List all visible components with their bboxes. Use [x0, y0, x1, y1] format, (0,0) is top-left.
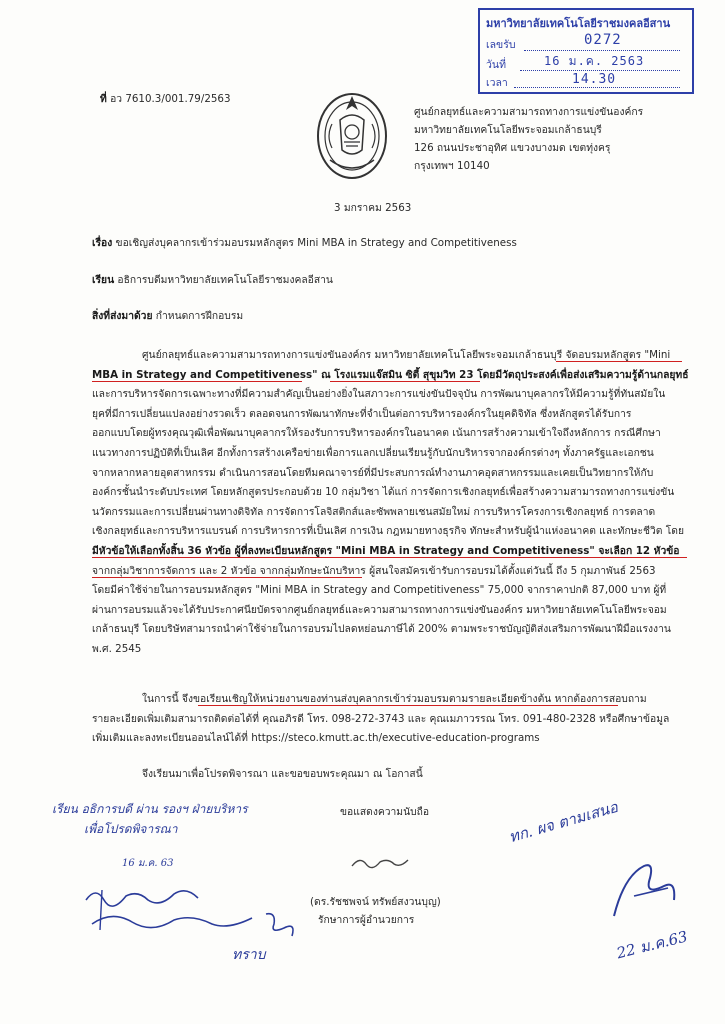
- closing-line: จึงเรียนมาเพื่อโปรดพิจารณา และขอขอบพระคุณมา ณ โอกาสนี้: [142, 768, 423, 780]
- red-underline-mark: [92, 381, 302, 382]
- enclosure-line: [92, 310, 243, 323]
- handwritten-note-2: เพื่อโปรดพิจารณา: [84, 822, 178, 836]
- receiving-stamp: [478, 8, 694, 94]
- ref-label: ที่: [100, 93, 107, 105]
- para1-line: แนวทางการปฏิบัติที่เป็นเลิศ อีกทั้งการสร้างเครือข่ายเพื่อการแลกเปลี่ยนเรียนรู้กับนักบริหารจากองค์กรต่างๆ ทั้งภาครัฐและเอกชน: [92, 446, 654, 459]
- para1-line: MBA in Strategy and Competitiveness" ณ โรงแรมแจ๊สมิน ซิตี้ สุขุมวิท 23 โดยมีวัตถุประสงค์เพื่อส่งเสริมความรู้ด้านกลยุทธ์: [92, 368, 689, 381]
- stamp-date: 16 ม.ค. 2563: [544, 54, 645, 68]
- para1-line: และการบริหารจัดการเฉพาะทางที่มีความสำคัญเป็นอย่างยิ่งในสภาวะการแข่งขันปัจจุบัน การพัฒนาบุคลากรให้มีความรู้ที่ทันสมัยใน: [92, 388, 666, 401]
- red-underline-mark: [92, 577, 362, 578]
- para1-line: นวัตกรรมและการเปลี่ยนผ่านทางดิจิทัล การจัดการโลจิสติกส์และซัพพลายเชนสมัยใหม่ การบริหารโครงการเชิงกลยุทธ์ การตลาด: [92, 505, 656, 518]
- stamp-time: 14.30: [572, 72, 617, 87]
- para1-line: เกล้าธนบุรี โดยบริษัทสามารถนำค่าใช้จ่ายในการอบรมไปลดหย่อนภาษีได้ 200% ตามพระราชบัญญัติส่งเสริมการพัฒนาฝีมือแรงงาน: [92, 623, 671, 636]
- stamp-date-label: วันที่: [486, 59, 506, 71]
- handwritten-scribble-icon: [236, 910, 326, 954]
- reference-number: [100, 93, 231, 106]
- recipient-line: [92, 274, 333, 287]
- para1-line: จากกลุ่มวิชาการจัดการ และ 2 หัวข้อ จากกลุ่มทักษะนักบริหาร ผู้สนใจสมัครเข้ารับการอบรมได้ตั้งแต่วันนี้ ถึง 5 กุมภาพันธ์ 2563: [92, 564, 656, 577]
- para2-line: ในการนี้ จึงขอเรียนเชิญให้หน่วยงานของท่านส่งบุคลากรเข้าร่วมอบรมตามรายละเอียดข้างต้น หากต้องการสอบถาม: [142, 693, 647, 705]
- handwritten-right-note: ทก. ผจ ตามเสนอ: [506, 797, 620, 847]
- university-seal-icon: [310, 80, 394, 190]
- stamp-org: มหาวิทยาลัยเทคโนโลยีราชมงคลอีสาน: [486, 17, 671, 30]
- body-paragraph-2: [92, 690, 687, 749]
- stamp-dotted-line: [514, 87, 680, 88]
- para1-line: โดยมีค่าใช้จ่ายในการอบรมหลักสูตร "Mini MBA in Strategy and Competitiveness" 75,000 จากราคาปกติ 87,000 บาท ผู้ที่: [92, 584, 667, 597]
- sender-line-1: ศูนย์กลยุทธ์และความสามารถทางการแข่งขันองค์กร: [414, 106, 644, 118]
- letter-date: 3 มกราคม 2563: [334, 202, 412, 214]
- red-underline-mark: [330, 381, 480, 382]
- recipient-text: อธิการบดีมหาวิทยาลัยเทคโนโลยีราชมงคลอีสาน: [117, 274, 333, 286]
- enclosure-text: กำหนดการฝึกอบรม: [155, 310, 244, 322]
- stamp-receive-no: 0272: [584, 32, 622, 48]
- red-underline-mark: [198, 705, 618, 706]
- sender-line-3: 126 ถนนประชาอุทิศ แขวงบางมด เขตทุ่งครุ: [414, 142, 611, 154]
- sender-line-4: กรุงเทพฯ 10140: [414, 160, 490, 172]
- para1-line: ยุคที่มีการเปลี่ยนแปลงอย่างรวดเร็ว ตลอดจนการพัฒนาทักษะที่จำเป็นต่อการบริหารองค์กรในยุคดิจิทัล ซึ่งหลักสูตรได้รับการ: [92, 407, 632, 420]
- signer-name: (ดร.รัชชพจน์ ทรัพย์สงวนบุญ): [310, 896, 441, 908]
- para1-line: ศูนย์กลยุทธ์และความสามารถทางการแข่งขันองค์กร มหาวิทยาลัยเทคโนโลยีพระจอมเกล้าธนบุรี จัดอบรมหลักสูตร "Mini: [142, 349, 671, 361]
- red-underline-mark: [556, 361, 682, 362]
- enclosure-label: สิ่งที่ส่งมาด้วย: [92, 310, 153, 322]
- para1-line: มีหัวข้อให้เลือกทั้งสิ้น 36 หัวข้อ ผู้ที่ลงทะเบียนหลักสูตร "Mini MBA in Strategy and Competitiveness" จะเลือก 12 หัวข้อ: [92, 544, 680, 557]
- subject-line: [92, 237, 517, 250]
- sender-line-2: มหาวิทยาลัยเทคโนโลยีพระจอมเกล้าธนบุรี: [414, 124, 602, 136]
- stamp-dotted-line: [524, 50, 680, 51]
- para1-line: พ.ศ. 2545: [92, 642, 142, 655]
- red-underline-mark: [92, 557, 687, 558]
- para2-line: เพิ่มเติมและลงทะเบียนออนไลน์ได้ที่ https://steco.kmutt.ac.th/executive-education-programs: [92, 732, 540, 745]
- handwritten-right-signature-icon: [604, 856, 684, 930]
- signature-icon: [350, 852, 410, 878]
- para1-line: ออกแบบโดยผู้ทรงคุณวุฒิเพื่อพัฒนาบุคลากรให้รองรับการบริหารองค์กรในอนาคต เน้นการสร้างความเข้าใจถึงหลักการ กรณีศึกษา: [92, 427, 661, 440]
- handwritten-right-date: 22 ม.ค.63: [614, 927, 690, 963]
- stamp-receive-row: [486, 36, 516, 53]
- subject-text: ขอเชิญส่งบุคลากรเข้าร่วมอบรมหลักสูตร Mini MBA in Strategy and Competitiveness: [115, 237, 517, 249]
- handwritten-note-3: 16 ม.ค. 63: [122, 858, 174, 869]
- para2-line: รายละเอียดเพิ่มเติมสามารถติดต่อได้ที่ คุณอภิรดี โทร. 098-272-3743 และ คุณเมภาวรรณ โทร. 091-480-2328 หรือศึกษาข้อมูล: [92, 712, 670, 725]
- signer-title: รักษาการผู้อำนวยการ: [318, 914, 415, 926]
- subject-label: เรื่อง: [92, 237, 113, 249]
- para1-line: ผ่านการอบรมแล้วจะได้รับประกาศนียบัตรจากศูนย์กลยุทธ์และความสามารถทางการแข่งขันองค์กร มหาวิทยาลัยเทคโนโลยีพระจอม: [92, 603, 667, 616]
- para1-line: องค์กรชั้นนำระดับประเทศ โดยหลักสูตรประกอบด้วย 10 กลุ่มวิชา ได้แก่ การจัดการเชิงกลยุทธ์เพื่อสร้างความสามารถทางการแข่งขัน: [92, 486, 675, 499]
- handwritten-note-1: เรียน อธิการบดี ผ่าน รองฯ ฝ่ายบริหาร: [52, 802, 248, 816]
- regards-text: ขอแสดงความนับถือ: [340, 806, 430, 818]
- stamp-time-label: เวลา: [486, 77, 508, 89]
- handwritten-note-4: ทราบ: [232, 947, 266, 963]
- sender-address: [414, 103, 643, 175]
- stamp-receive-label: เลขรับ: [486, 39, 516, 51]
- recipient-label: เรียน: [92, 274, 115, 286]
- body-paragraph-1: [92, 346, 687, 660]
- ref-value: อว 7610.3/001.79/2563: [110, 93, 231, 105]
- para1-line: เชิงกลยุทธ์และการบริหารแบรนด์ การบริหารการที่เป็นเลิศ การเงิน กฎหมายทางธุรกิจ ทักษะสำหรับผู้นำแห่งอนาคต และทักษะชีวิต โดย: [92, 525, 684, 538]
- para1-line: จากหลากหลายอุตสาหกรรม ดำเนินการสอนโดยทีมคณาจารย์ที่มีประสบการณ์ทำงานภาคอุตสาหกรรมและเคยเป็นวิทยากรให้กับ: [92, 466, 654, 479]
